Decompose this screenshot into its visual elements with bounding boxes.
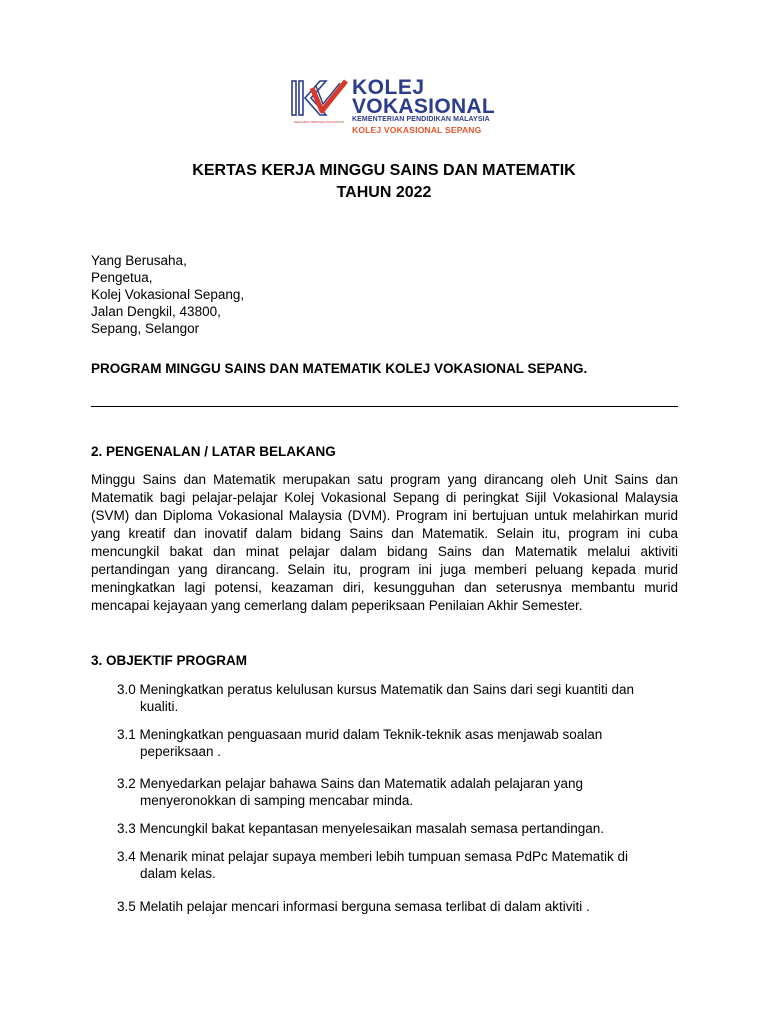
objective-item: [117, 848, 628, 882]
objective-continuation: peperiksaan .: [140, 744, 222, 759]
logo-line-campus: KOLEJ VOKASIONAL SEPANG: [352, 125, 482, 135]
objective-item: [117, 681, 634, 715]
introduction-paragraph: Minggu Sains dan Matematik merupakan satu program yang dirancang oleh Unit Sains dan Matematik bagi pelajar-pelajar Kolej Vokasional Sepang di peringkat Sijil Vokasional Malaysia (SVM) dan Diploma Vokasional Malaysia (DVM). Program ini bertujuan untuk melahirkan murid yang kreatif dan inovatif dalam bidang Sains dan Matematik. Selain itu, program ini cuba mencungkil bakat dan minat pelajar dalam bidang Sains dan Matematik melalui aktiviti pertandingan yang dirancang. Selain itu, program ini juga memberi peluang kepada murid meningkatkan lagi potensi, keazaman diri, kesungguhan dan seterusnya membantu murid mencapai kejayaan yang cemerlang dalam peperiksaan Penilaian Akhir Semester.: [91, 472, 678, 613]
address-line: Jalan Dengkil, 43800,: [91, 304, 221, 319]
logo-tagline: KEMAHIRAN BERSAMA MASYARAKAT: [293, 120, 345, 124]
objective-text: 3.1 Meningkatkan penguasaan murid dalam Teknik-teknik asas menjawab soalan: [117, 727, 603, 742]
objective-text: 3.4 Menarik minat pelajar supaya memberi lebih tumpuan semasa PdPc Matematik di: [117, 849, 628, 864]
objective-text: 3.3 Mencungkil bakat kepantasan menyelesaikan masalah semasa pertandingan.: [117, 821, 605, 836]
objective-text: 3.2 Menyedarkan pelajar bahawa Sains dan Matematik adalah pelajaran yang: [117, 776, 584, 791]
objective-continuation: menyeronokkan di samping mencabar minda.: [140, 793, 414, 808]
logo-line-vokasional: VOKASIONAL: [352, 95, 496, 118]
section-heading-objectives: 3. OBJEKTIF PROGRAM: [91, 653, 248, 668]
objective-item: [117, 775, 583, 809]
objective-continuation: kualiti.: [140, 699, 179, 714]
program-title: PROGRAM MINGGU SAINS DAN MATEMATIK KOLEJ VOKASIONAL SEPANG.: [91, 361, 588, 376]
address-line: Sepang, Selangor: [91, 321, 200, 336]
address-line: Yang Berusaha,: [91, 253, 187, 268]
document-year: TAHUN 2022: [336, 184, 432, 201]
recipient-address: [91, 252, 244, 337]
kolej-vokasional-logo: [290, 78, 505, 136]
section-heading-introduction: 2. PENGENALAN / LATAR BELAKANG: [91, 444, 336, 459]
objective-item: [117, 898, 590, 915]
objective-continuation: dalam kelas.: [140, 866, 216, 881]
logo-line-kolej: KOLEJ: [352, 76, 425, 99]
objective-text: 3.0 Meningkatkan peratus kelulusan kursus Matematik dan Sains dari segi kuantiti dan: [117, 682, 635, 697]
document-title: KERTAS KERJA MINGGU SAINS DAN MATEMATIK: [192, 162, 576, 179]
kv-emblem-icon: [290, 78, 348, 120]
logo-wordmark: [352, 78, 495, 137]
address-line: Kolej Vokasional Sepang,: [91, 287, 245, 302]
divider-line: [91, 406, 678, 407]
objective-item: [117, 726, 602, 760]
objective-text: 3.5 Melatih pelajar mencari informasi berguna semasa terlibat di dalam aktiviti .: [117, 899, 590, 914]
logo-line-ministry: KEMENTERIAN PENDIDIKAN MALAYSIA: [352, 116, 490, 123]
address-line: Pengetua,: [91, 270, 153, 285]
objective-item: [117, 820, 604, 837]
